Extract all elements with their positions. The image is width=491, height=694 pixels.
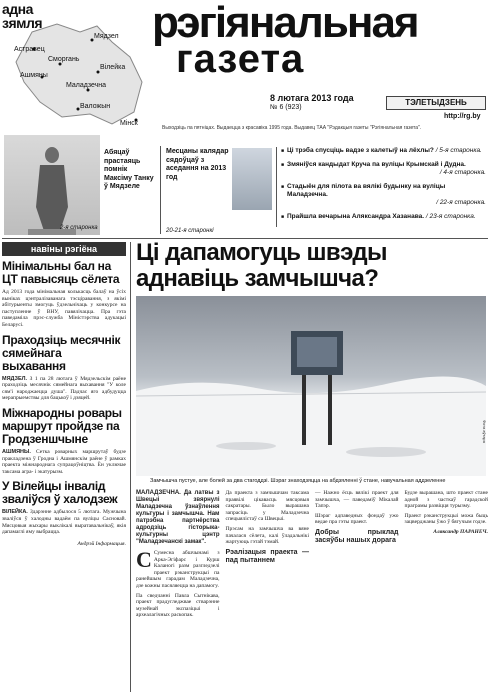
news-heading: Міжнародны ровары маршрут пройдзе па Гродзеншчыне [2,405,122,446]
news-body: МЯДЗЕЛ. З 1 па 28 лютага ў Мядзельскім раёне праходзіць месячнік сямейнага выхавання "У коле сям'і народжаецца душа". Падчас яго адбудуцца мерапрыемствы для бацькоў і дзяцей. [2,375,127,402]
news-item[interactable] [2,480,126,546]
article-column-4 [405,490,489,622]
town-label-vileyka: Вілейка [100,64,126,71]
news-heading: Праходзіць месячнік сямейнага выхавання [2,332,121,373]
news-body: Ад 2013 года мінімальная колькасць балаў на ўсіх выніках цэнтралізаванага тэсціравання, з якімі абітурыенты змогуць ўдзельнічаць у конкурсе на паступленне ў ВНУ, павялічацца. Пра гэта паведаміла прэс-служба Міністэрства адукацыі Беларусі. [2,289,126,328]
town-label-smorgon: Сморгань [48,56,80,63]
article-lead: МАЛАДЗЕЧНА. Да латвы з Швецыі звярнулі Маладзечна ўзнаўлення культуры і замчышча. Нам патрэбна партнёрства адродзіць гісторыка-культурны цэнтр "Маладзечанскі замак". [136,490,220,545]
issue-number: № 6 (923) [270,104,302,111]
article-paragraph: Шэраг адпаведных фондаў ужо ведае пра гэты праект. [315,512,399,526]
monument-figure [4,135,100,235]
headline-bullets [276,147,486,227]
article-column-1 [136,490,220,622]
news-item[interactable] [2,407,126,475]
site-link[interactable]: http://rg.by [444,113,481,120]
brand-top: адна [2,1,33,17]
founders-line: Выходзіць па пятніцах. Выдаецца з красавіка 1995 года. Выдавец ТАА "Рэдакцыя газеты "Рэгіянальная газета". [162,125,422,131]
town-label-maladzechna: Маладзечна [66,82,107,89]
castle-site-illustration [136,296,486,476]
article-paragraph: Праект рэканструкцыі можа быць зацверджаны ўжо ў бягучым годзе. [404,512,488,526]
brand-bottom: зямля [2,15,43,31]
monument-photo [4,135,100,235]
bullet-item[interactable]: ■ Змяніўся кандыдат Круча па вуліцы Крымскай і Дудна. / 4-я старонка. [281,161,486,177]
article-paragraph: С Сумесна абшчынамі з Арка-Эгіфарс і Курш Каланогі разм разгледзелі праект рэканструкцыі па ранейшым гарадам Маладзечна, дзе кожны пасяляецца на дапамогу. [136,547,220,589]
issue-date: 8 лютага 2013 года [270,93,354,103]
bullet-item[interactable]: ■ Прайшла вечарына Аляксандра Хазанава. / 23-я старонка. [281,213,486,221]
article-body [136,490,488,622]
main-photo [136,296,486,476]
article-subheading: Рэалізацыя праекта — пад пытаннем [225,548,309,564]
news-item[interactable] [2,260,126,329]
article-column-3 [315,490,399,622]
news-heading: Мінімальны бал на ЦТ павысяць сёлета [2,259,120,286]
teaser-calendar-page: 20-21-я старонкі [166,228,214,234]
column-rule [130,242,131,692]
news-body: ВІЛЕЙКА. Здарэнне адбылося 5 лютага. Мужчына зваліўся ў халодны вадаём па вуліцы Сасновай. Мясцовыя жыхары выклікалі выратавальнікаў, якія дапамаглі яму выбрацца. [2,509,126,536]
partner-logo: ТЭЛЕТЫДЗЕНЬ [386,96,486,110]
article-paragraph: Да праекта з замчышчам таксама праявілі цікавасць мясцовыя сакратары. Было вырашана запрасіць у Маладзечна спецыялістаў са Швецыі. [225,490,309,523]
photo-credit: Фота аўтара [482,420,487,443]
main-headline[interactable]: Ці дапамогуць швэды аднавіць замчышча? [136,239,387,292]
photo-caption: Замчышча пустуе, але болей за два стагоддзі. Шэраг знаходзяцца на абдзяленні ў стане, навучальная аддзеленне [150,478,446,484]
teaser-divider [160,146,161,234]
brand-mark [2,2,42,30]
town-label-minsk: Мінск [120,120,138,127]
teaser-monument-page: 2-я старонка [60,225,98,231]
bullet-item[interactable]: ■ Ці трэба спусціць вадзе з калетыў на лёхлы? / 5-я старонка. [281,147,486,155]
news-heading: У Вілейцы інвалід зваліўся ў халодзеж [2,479,118,507]
calendar-photo [232,148,272,210]
newspaper-subtitle: газета [176,37,305,81]
newspaper-title: рэгіянальная [152,0,418,47]
news-signature: Андрэй Інфармацыя. [77,540,126,547]
news-item[interactable] [2,334,126,402]
town-label-astravets: Астравец [14,46,45,53]
article-signature: Аляксандр ПАРАНЕЧ. [433,528,488,535]
teaser-monument[interactable]: Абяцаў прастаяць помнік Максіму Танку ў Мядзеле [104,149,154,190]
drop-cap: С [136,547,152,572]
article-paragraph: Будзе вырашана, што праект стане адной з часткаў гарадской праграмы развіцця турызму. [404,490,488,510]
article-paragraph: Па сведчанні Павла Сытнікава, праект прадугледжвае стварэнне музейнай экспазіцыі і археалагічных раскопак. [136,592,220,619]
news-column [2,260,126,547]
town-label-valozhyn: Валожын [80,103,111,110]
article-column-2 [226,490,310,622]
bullet-item[interactable]: ■ Стадыён для пілота ва вялікі будынку на вуліцы Маладзечна. / 22-я старонка. [281,183,486,207]
news-body: АШМЯНЫ. Сетка роварных маршрутаў будзе пракладзена ў Гродна і Ашмянскім раёне ў рамках праекта міжнароднага супрацоўніцтва. Ён уключае таксама агра- і экатурызм. [2,448,126,475]
article-paragraph: Прэсам на замчышча ва вяне пачалася сёлета, калі ўладальнікі жартуюць гэтай тэмай. [225,525,309,546]
section-label: навіны рэгіёна [2,242,126,256]
town-label-myadzel: Мядзел [94,33,119,40]
article-paragraph: — Нажно ёсць вялікі праект для замчышча, — паведаміў Мікалай Тапэр. [315,490,399,510]
article-subheading: Добры прыклад засяўбы нашых дорага [315,528,399,544]
town-label-ashmyany: Ашмяны [20,72,48,79]
teaser-calendar[interactable]: Месцаны калядар сядоўцаў з аседання на 2013 год [166,148,229,181]
